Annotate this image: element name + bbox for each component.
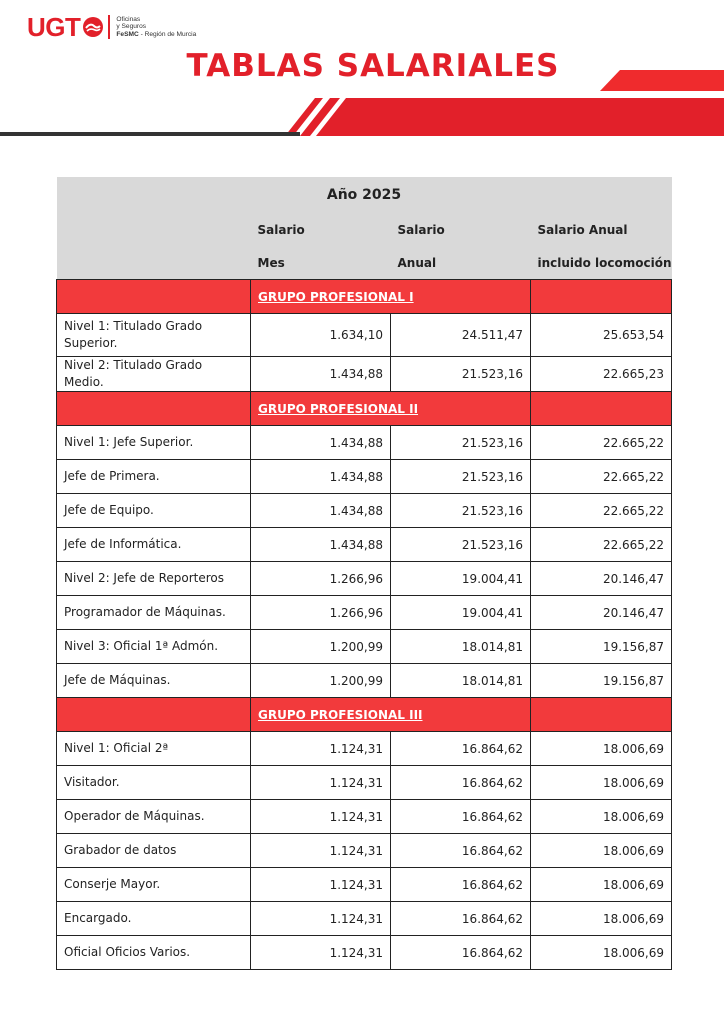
- salario-anual-cell: 19.004,41: [391, 562, 531, 596]
- salario-mes-cell: 1.434,88: [251, 494, 391, 528]
- table-row: [57, 936, 672, 970]
- group-title-cell: [251, 698, 531, 732]
- year-header: Año 2025: [57, 177, 672, 213]
- salario-loc-cell: 19.156,87: [531, 664, 672, 698]
- salario-anual-cell: 21.523,16: [391, 528, 531, 562]
- salario-anual-cell: 21.523,16: [391, 426, 531, 460]
- group-empty-cell: [57, 392, 251, 426]
- group-title: GRUPO PROFESIONAL II: [258, 401, 419, 416]
- salario-loc-cell: 18.006,69: [531, 834, 672, 868]
- salario-anual-cell: 24.511,47: [391, 314, 531, 357]
- salary-table: [56, 177, 672, 970]
- header-salario-loc-1: Salario Anual: [531, 213, 672, 246]
- salario-loc-cell: 18.006,69: [531, 936, 672, 970]
- salario-anual-cell: 18.014,81: [391, 630, 531, 664]
- salario-anual-cell: 16.864,62: [391, 868, 531, 902]
- category-name-cell: Nivel 1: Oficial 2ª: [57, 732, 251, 766]
- salario-mes-cell: 1.434,88: [251, 528, 391, 562]
- salario-anual-cell: 16.864,62: [391, 902, 531, 936]
- salario-mes-cell: 1.434,88: [251, 426, 391, 460]
- table-row: [57, 766, 672, 800]
- category-name-cell: Nivel 2: Jefe de Reporteros: [57, 562, 251, 596]
- table-row: [57, 664, 672, 698]
- salario-loc-cell: 18.006,69: [531, 766, 672, 800]
- salario-mes-cell: 1.124,31: [251, 732, 391, 766]
- salario-loc-cell: 18.006,69: [531, 732, 672, 766]
- group-header-row: [57, 392, 672, 426]
- table-row: [57, 596, 672, 630]
- category-name-cell: Oficial Oficios Varios.: [57, 936, 251, 970]
- table-row: [57, 357, 672, 392]
- group-header-row: [57, 280, 672, 314]
- salario-loc-cell: 22.665,22: [531, 528, 672, 562]
- page-title: TABLAS SALARIALES: [186, 48, 560, 84]
- header-salario-mes-1: Salario: [251, 213, 391, 246]
- salario-mes-cell: 1.124,31: [251, 936, 391, 970]
- salario-mes-cell: 1.124,31: [251, 868, 391, 902]
- salario-anual-cell: 16.864,62: [391, 936, 531, 970]
- salario-mes-cell: 1.124,31: [251, 902, 391, 936]
- category-name-cell: Conserje Mayor.: [57, 868, 251, 902]
- table-row: [57, 834, 672, 868]
- salario-anual-cell: 21.523,16: [391, 460, 531, 494]
- header-salario-loc-2: incluido locomoción: [531, 246, 672, 280]
- table-row: [57, 732, 672, 766]
- salario-loc-cell: 20.146,47: [531, 562, 672, 596]
- group-empty-cell: [57, 280, 251, 314]
- category-name-cell: Nivel 1: Jefe Superior.: [57, 426, 251, 460]
- category-name-cell: Grabador de datos: [57, 834, 251, 868]
- header-empty: [57, 246, 251, 280]
- header-banner-stripes: [0, 66, 724, 140]
- logo-sub-line2: y Seguros: [116, 23, 147, 31]
- column-header-row-2: [57, 246, 672, 280]
- table-row: [57, 426, 672, 460]
- salario-loc-cell: 22.665,22: [531, 494, 672, 528]
- group-empty-cell: [531, 392, 672, 426]
- header-salario-anual-1: Salario: [391, 213, 531, 246]
- salario-mes-cell: 1.124,31: [251, 766, 391, 800]
- category-name-cell: Jefe de Equipo.: [57, 494, 251, 528]
- salario-loc-cell: 22.665,22: [531, 426, 672, 460]
- salario-loc-cell: 20.146,47: [531, 596, 672, 630]
- salario-mes-cell: 1.200,99: [251, 630, 391, 664]
- header-salario-anual-2: Anual: [391, 246, 531, 280]
- table-row: [57, 494, 672, 528]
- group-empty-cell: [531, 698, 672, 732]
- salario-mes-cell: 1.200,99: [251, 664, 391, 698]
- group-empty-cell: [531, 280, 672, 314]
- category-name-cell: Visitador.: [57, 766, 251, 800]
- logo-sub-region: - Región de Murcia: [138, 30, 197, 38]
- table-row: [57, 868, 672, 902]
- salario-anual-cell: 16.864,62: [391, 766, 531, 800]
- logo-divider: [108, 15, 110, 39]
- category-name-cell: Nivel 3: Oficial 1ª Admón.: [57, 630, 251, 664]
- category-name-cell: Jefe de Primera.: [57, 460, 251, 494]
- group-title-cell: [251, 280, 531, 314]
- salario-anual-cell: 21.523,16: [391, 357, 531, 392]
- handshake-globe-icon: [82, 16, 104, 38]
- table-row: [57, 460, 672, 494]
- table-row: [57, 902, 672, 936]
- group-header-row: [57, 698, 672, 732]
- year-header-row: [57, 177, 672, 213]
- salario-mes-cell: 1.634,10: [251, 314, 391, 357]
- salario-loc-cell: 18.006,69: [531, 868, 672, 902]
- salario-loc-cell: 19.156,87: [531, 630, 672, 664]
- category-name-cell: Encargado.: [57, 902, 251, 936]
- category-name-cell: Nivel 1: Titulado Grado Superior.: [57, 314, 251, 357]
- salario-anual-cell: 16.864,62: [391, 800, 531, 834]
- category-name-cell: Jefe de Máquinas.: [57, 664, 251, 698]
- column-header-row-1: [57, 213, 672, 246]
- salario-loc-cell: 22.665,22: [531, 460, 672, 494]
- salario-loc-cell: 22.665,23: [531, 357, 672, 392]
- table-row: [57, 630, 672, 664]
- salario-loc-cell: 25.653,54: [531, 314, 672, 357]
- salario-anual-cell: 21.523,16: [391, 494, 531, 528]
- group-title: GRUPO PROFESIONAL I: [258, 289, 414, 304]
- logo-sub-line3: [116, 31, 196, 38]
- salario-loc-cell: 18.006,69: [531, 902, 672, 936]
- group-title: GRUPO PROFESIONAL III: [258, 707, 423, 722]
- category-name-cell: Jefe de Informática.: [57, 528, 251, 562]
- salario-loc-cell: 18.006,69: [531, 800, 672, 834]
- logo-sub-line1: Oficinas: [116, 15, 141, 23]
- salario-mes-cell: 1.266,96: [251, 562, 391, 596]
- logo-wordmark: UGT: [27, 12, 81, 42]
- salario-mes-cell: 1.434,88: [251, 460, 391, 494]
- group-empty-cell: [57, 698, 251, 732]
- table-row: [57, 528, 672, 562]
- salario-anual-cell: 16.864,62: [391, 732, 531, 766]
- table-row: [57, 800, 672, 834]
- logo-sub-fesmc: FeSMC: [116, 30, 139, 38]
- table-body: [57, 280, 672, 970]
- group-title-cell: [251, 392, 531, 426]
- header-empty: [57, 213, 251, 246]
- salario-anual-cell: 19.004,41: [391, 596, 531, 630]
- salario-mes-cell: 1.434,88: [251, 357, 391, 392]
- table-row: [57, 314, 672, 357]
- header-salario-mes-2: Mes: [251, 246, 391, 280]
- salario-mes-cell: 1.266,96: [251, 596, 391, 630]
- ugt-logo: [27, 12, 196, 42]
- salario-anual-cell: 18.014,81: [391, 664, 531, 698]
- logo-subtitle: [116, 16, 196, 38]
- category-name-cell: Operador de Máquinas.: [57, 800, 251, 834]
- salario-anual-cell: 16.864,62: [391, 834, 531, 868]
- salario-mes-cell: 1.124,31: [251, 834, 391, 868]
- salario-mes-cell: 1.124,31: [251, 800, 391, 834]
- table-row: [57, 562, 672, 596]
- category-name-cell: Programador de Máquinas.: [57, 596, 251, 630]
- category-name-cell: Nivel 2: Titulado Grado Medio.: [57, 357, 251, 392]
